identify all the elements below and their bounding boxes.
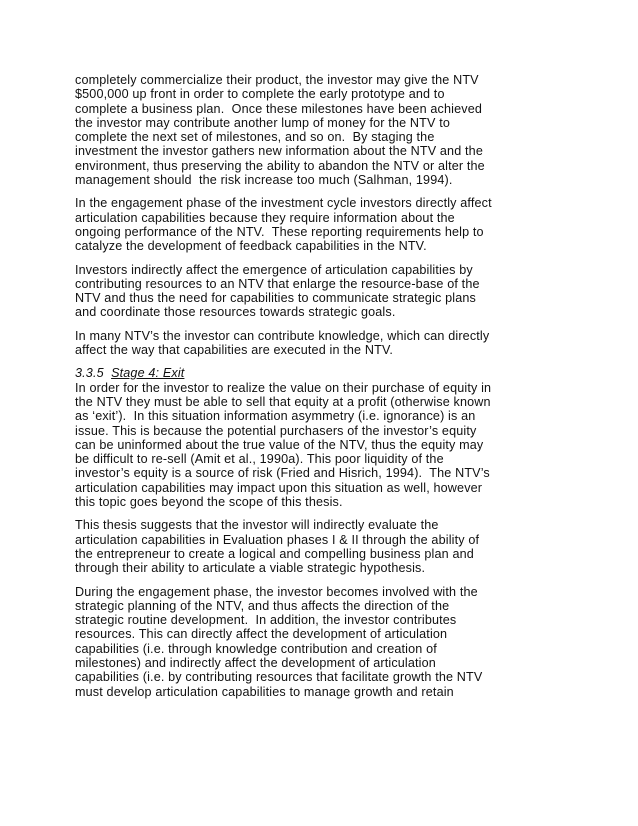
text-line: investor’s equity is a source of risk (Fried and Hisrich, 1994). The NTV’s (75, 466, 490, 481)
text-line: articulation capabilities in Evaluation phases I & II through the ability of (75, 532, 480, 547)
section-number: 3.3.5 (75, 366, 104, 381)
text-line: the entrepreneur to create a logical and compelling business plan and (75, 546, 474, 561)
text-line: affect the way that capabilities are executed in the NTV. (75, 343, 393, 358)
text-line: complete the next set of milestones, and so on. By staging the (75, 130, 435, 145)
paragraph-staging (75, 73, 565, 187)
paragraph-engagement-phase (75, 585, 565, 699)
text-line: capabilities (i.e. through knowledge contribution and creation of (75, 641, 437, 656)
section-heading (75, 366, 565, 380)
text-line: completely commercialize their product, the investor may give the NTV (75, 73, 479, 87)
text-line: milestones) and indirectly affect the development of articulation (75, 655, 436, 670)
text-line: During the engagement phase, the investor becomes involved with the (75, 584, 478, 599)
text-line: In order for the investor to realize the value on their purchase of equity in (75, 380, 492, 395)
text-line: NTV and thus the need for capabilities to communicate strategic plans (75, 291, 476, 306)
paragraph-engagement-direct (75, 196, 565, 253)
text-line: articulation capabilities may impact upon this situation as well, however (75, 480, 483, 495)
text-line: Investors indirectly affect the emergence of articulation capabilities by (75, 262, 473, 277)
text-line: strategic planning of the NTV, and thus affects the direction of the (75, 598, 450, 613)
text-line: issue. This is because the potential purchasers of the investor’s equity (75, 423, 477, 438)
text-line: investment the investor gathers new information about the NTV and the (75, 144, 483, 159)
text-line: capabilities (i.e. by contributing resources that facilitate growth the NTV (75, 670, 483, 685)
section-title: Stage 4: Exit (111, 366, 185, 381)
text-line: must develop articulation capabilities to manage growth and retain (75, 684, 454, 699)
text-line: the NTV they must be able to sell that equity at a profit (otherwise known (75, 394, 491, 409)
text-line: In the engagement phase of the investment cycle investors directly affect (75, 196, 492, 211)
text-line: be difficult to re-sell (Amit et al., 1990a). This poor liquidity of the (75, 452, 444, 467)
paragraph-thesis-suggests (75, 518, 565, 575)
text-line: through their ability to articulate a viable strategic hypothesis. (75, 561, 426, 576)
text-line: articulation capabilities because they require information about the (75, 210, 455, 225)
text-line: as ‘exit’). In this situation information asymmetry (i.e. ignorance) is an (75, 409, 476, 424)
text-line: the investor may contribute another lump of money for the NTV to (75, 115, 450, 130)
document-page (75, 73, 565, 708)
text-line: strategic routine development. In addition, the investor contributes (75, 613, 457, 628)
text-line: contributing resources to an NTV that enlarge the resource-base of the (75, 276, 480, 291)
text-line: catalyze the development of feedback capabilities in the NTV. (75, 239, 427, 254)
paragraph-indirect-resources (75, 263, 565, 320)
text-line: ongoing performance of the NTV. These reporting requirements help to (75, 224, 484, 239)
text-line: $500,000 up front in order to complete the early prototype and to (75, 87, 445, 102)
text-line: environment, thus preserving the ability to abandon the NTV or alter the (75, 158, 485, 173)
text-line: management should the risk increase too much (Salhman, 1994). (75, 173, 453, 188)
paragraph-knowledge (75, 329, 565, 358)
text-line: resources. This can directly affect the development of articulation (75, 627, 448, 642)
text-line: This thesis suggests that the investor will indirectly evaluate the (75, 518, 439, 533)
text-line: In many NTV’s the investor can contribute knowledge, which can directly (75, 328, 490, 343)
text-line: this topic goes beyond the scope of this thesis. (75, 495, 343, 510)
text-line: can be uninformed about the true value of the NTV, thus the equity may (75, 437, 484, 452)
section-stage-4-exit (75, 366, 565, 509)
text-line: and coordinate those resources towards strategic goals. (75, 305, 396, 320)
text-line: complete a business plan. Once these milestones have been achieved (75, 101, 482, 116)
